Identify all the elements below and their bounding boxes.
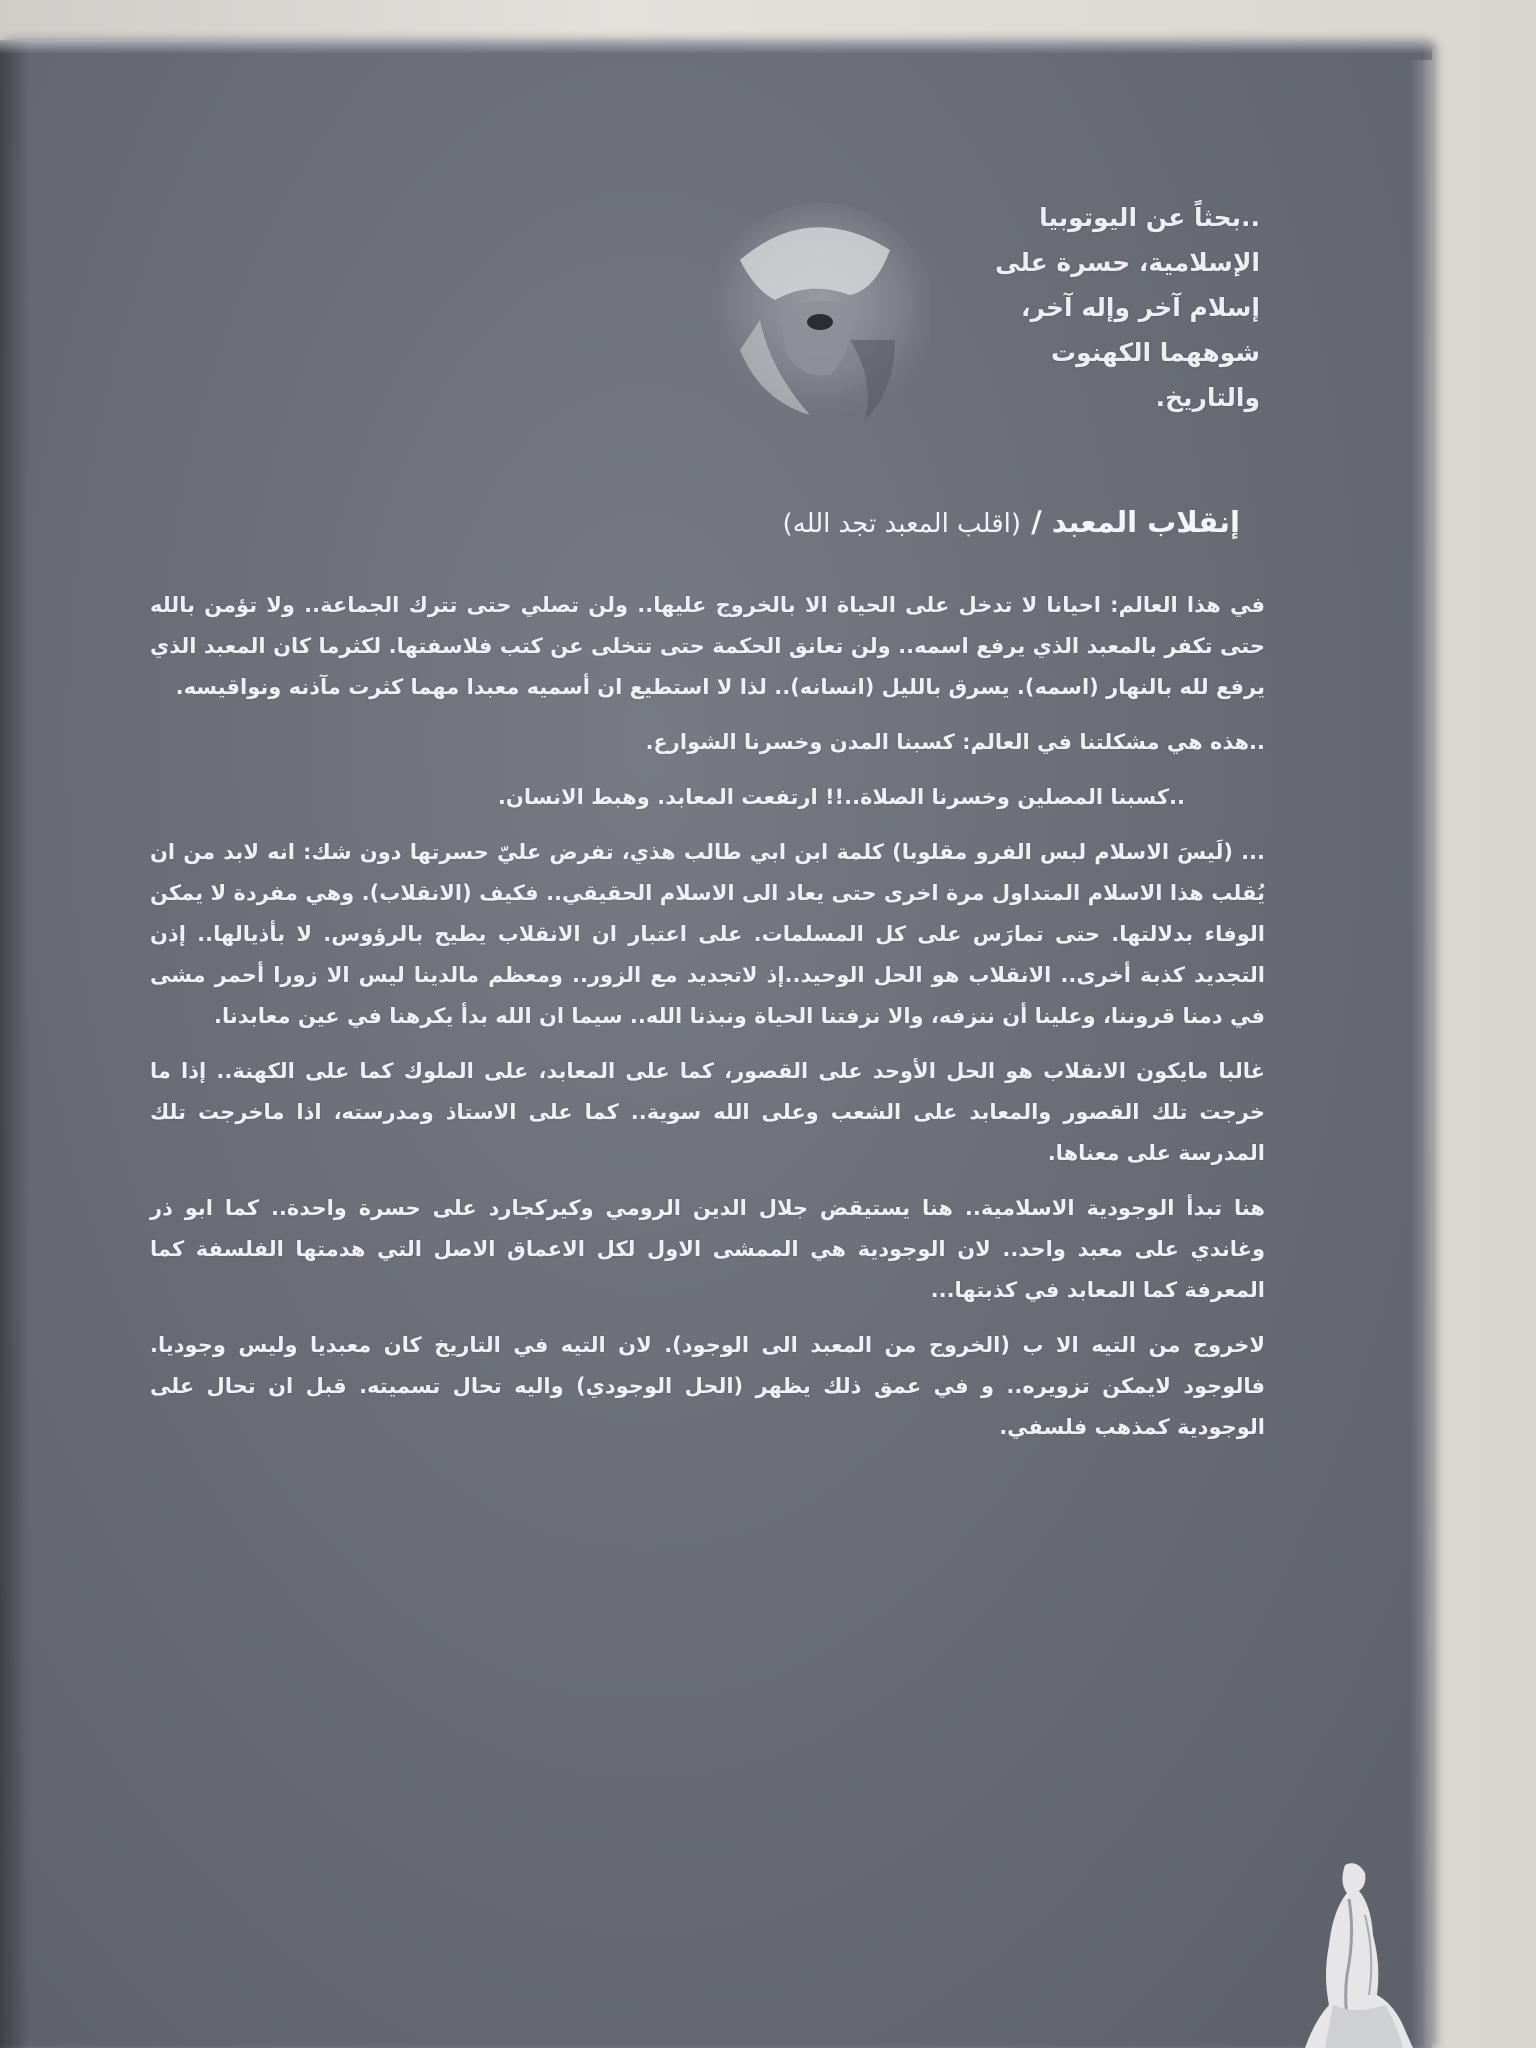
title-main: إنقلاب المعبد / bbox=[1031, 505, 1240, 539]
spine-shadow bbox=[0, 40, 30, 2048]
cover-top-edge bbox=[0, 40, 1432, 54]
tagline-line: شوههما الكهنوت bbox=[1051, 338, 1260, 367]
tagline bbox=[940, 195, 1260, 420]
cover-right-edge bbox=[1410, 60, 1432, 2048]
paragraph: في هذا العالم: احيانا لا تدخل على الحياة الا بالخروج عليها.. ولن تصلي حتى تترك الجماعة.. ولا تؤمن بالله حتى تكفر بالمعبد الذي يرفع اسمه.. ولن تعانق الحكمة حتى تتخلى عن كتب فلاسفتها. لكثرما كان المعبد الذي يرفع لله بالنهار (اسمه). يسرق بالليل (انسانه).. لذا لا استطيع ان أسميه معبدا مهما كثرت مآذنه ونواقيسه. bbox=[150, 593, 1265, 699]
book-title bbox=[650, 500, 1240, 546]
tagline-line: والتاريخ. bbox=[1155, 383, 1260, 412]
paragraph: ..كسبنا المصلين وخسرنا الصلاة..!! ارتفعت المعابد. وهبط الانسان. bbox=[497, 785, 1185, 809]
paragraph: لاخروج من التيه الا ب (الخروج من المعبد الى الوجود). لان التيه في التاريخ كان معبديا وليس وجوديا. فالوجود لايمكن تزويره.. و في عمق ذلك يظهر (الحل الوجودي) واليه تحال تسميته. قبل ان تحال على الوجودية كمذهب فلسفي. bbox=[150, 1333, 1265, 1439]
paragraph: غالبا مايكون الانقلاب هو الحل الأوحد على القصور، كما على المعابد، على الملوك كما على الكهنة.. إذا ما خرجت تلك القصور والمعابد على الشعب وعلى الله سوية.. كما على الاستاذ ومدرسته، اذا ماخرجت تلك المدرسة على معناها. bbox=[150, 1059, 1265, 1165]
paragraph: ..هذه هي مشكلتنا في العالم: كسبنا المدن وخسرنا الشوارع. bbox=[645, 730, 1265, 754]
veiled-face-image bbox=[700, 200, 930, 430]
statue-emblem bbox=[1285, 1855, 1415, 2048]
paragraph: هنا تبدأ الوجودية الاسلامية.. هنا يستيقض جلال الدين الرومي وكيركجارد على حسرة واحدة.. كما ابو ذر وغاندي على معبد واحد.. لان الوجودية هي الممشى الاول لكل الاعماق الاصل التي هدمتها الفلسفة كما المعرفة كما المعابد في كذبتها... bbox=[150, 1196, 1265, 1302]
tagline-line: الإسلامية، حسرة على bbox=[995, 248, 1260, 277]
title-subtitle: (اقلب المعبد تجد الله) bbox=[782, 509, 1021, 539]
tagline-line: إسلام آخر وإله آخر، bbox=[1020, 293, 1260, 322]
paragraph: ... (لَيسَ الاسلام لبس الفرو مقلوبا) كلمة ابن ابي طالب هذي، تفرض عليّ حسرتها دون شك: انه لابد من ان يُقلب هذا الاسلام المتداول مرة اخرى حتى يعاد الى الاسلام الحقيقي.. فكيف (الانقلاب). وهي مفردة لا يمكن الوفاء بدلالتها. حتى تمارَس على كل المسلمات. على اعتبار ان الانقلاب يطيح بالرؤوس. لا بأذيالها.. إذن التجديد كذبة أخرى.. الانقلاب هو الحل الوحيد..إذ لاتجديد مع الزور.. ومعظم مالدينا ليس الا زورا أحمر مشى في دمنا قروننا، وعلينا أن ننزفه، والا نزفتنا الحياة ونبذنا الله.. سيما ان الله بدأ يكرهنا في عين معابدنا. bbox=[150, 840, 1265, 1028]
tagline-line: ..بحثاً عن اليوتوبيا bbox=[1039, 203, 1260, 232]
blurb-text bbox=[150, 585, 1265, 1462]
